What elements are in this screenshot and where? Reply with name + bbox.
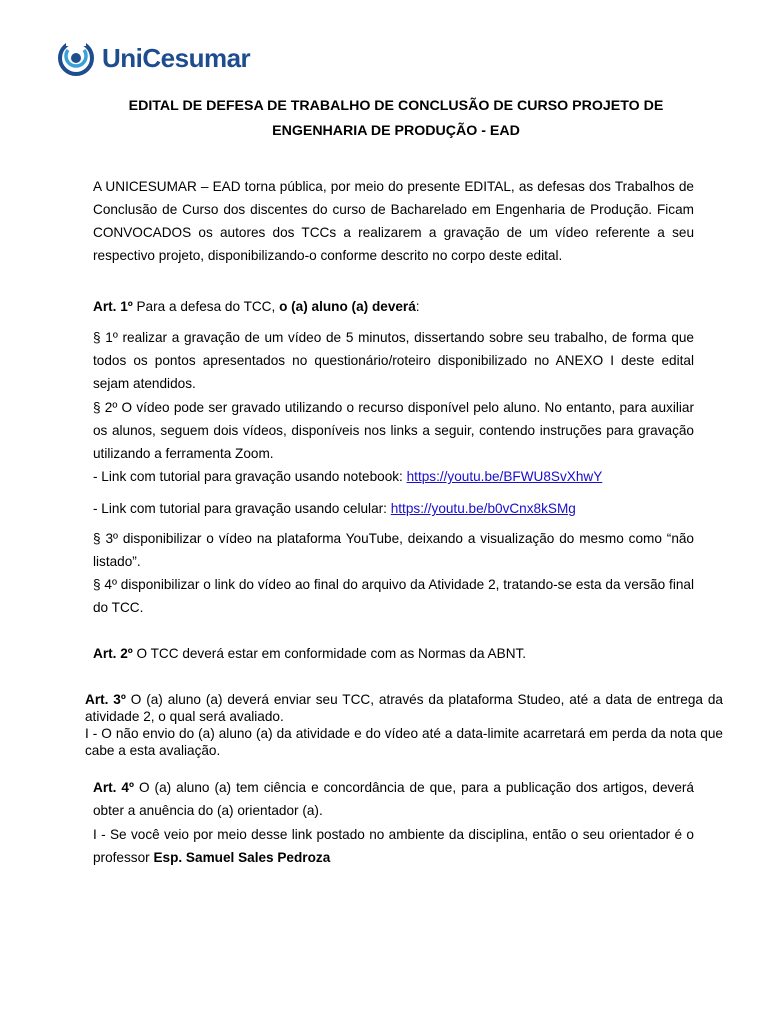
art4-paragraph [93, 776, 694, 822]
link-celular-label: - Link com tutorial para gravação usando celular: [93, 501, 391, 516]
art3-paragraph [85, 691, 723, 759]
art4-text: O (a) aluno (a) tem ciência e concordância de que, para a publicação dos artigos, deverá obter a anuência do (a) orientador (a). [93, 780, 694, 818]
unicesumar-logo-icon [58, 40, 98, 76]
art4-label: Art. 4º [93, 780, 134, 795]
art1-end: : [415, 299, 420, 314]
art1-link-celular-line [93, 497, 694, 520]
art1-paragraph-3: § 3º disponibilizar o vídeo na plataforma YouTube, deixando a visualização do mesmo como “não listado”. [93, 531, 694, 569]
art1-paragraph-1: § 1º realizar a gravação de um vídeo de 5 minutos, dissertando sobre seu trabalho, de forma que todos os pontos apresentados no questionário/roteiro disponibilizado no ANEXO I deste edital sejam atendidos. [93, 330, 694, 391]
art2-paragraph [93, 642, 694, 665]
professor-name: Esp. Samuel Sales Pedroza [153, 850, 331, 865]
intro-paragraph: A UNICESUMAR – EAD torna pública, por meio do presente EDITAL, as defesas dos Trabalhos de Conclusão de Curso dos discentes do curso de Bacharelado em Engenharia de Produção. Ficam CONVOCADOS os autores dos TCCs a realizarem a gravação de um vídeo referente a seu respectivo projeto, disponibilizando-o conforme descrito no corpo deste edital. [93, 179, 694, 263]
art1-heading [93, 295, 694, 318]
unicesumar-logo [58, 38, 250, 78]
art2-label: Art. 2º [93, 646, 133, 661]
art1-paragraph-2: § 2º O vídeo pode ser gravado utilizando o recurso disponível pelo aluno. No entanto, para auxiliar os alunos, seguem dois vídeos, disponíveis nos links a seguir, contendo instruções para gravação utilizando a ferramenta Zoom. [93, 400, 694, 461]
title-line-2: ENGENHARIA DE PRODUÇÃO - EAD [272, 123, 520, 139]
art2-text: O TCC deverá estar em conformidade com as Normas da ABNT. [132, 646, 527, 661]
art1-link-notebook-line [93, 465, 694, 488]
art3-text: O (a) aluno (a) deverá enviar seu TCC, através da plataforma Studeo, até a data de entrega da atividade 2, o qual será avaliado. [85, 692, 723, 724]
document-title [96, 94, 696, 144]
art1-bold-text: o (a) aluno (a) deverá [279, 299, 416, 314]
link-notebook-label: - Link com tutorial para gravação usando notebook: [93, 469, 407, 484]
art3-label: Art. 3º [85, 692, 126, 707]
art1-label: Art. 1º [93, 299, 133, 314]
title-line-1: EDITAL DE DEFESA DE TRABALHO DE CONCLUSÃO DE CURSO PROJETO DE [128, 98, 664, 114]
art4-item-text: I - Se você veio por meio desse link postado no ambiente da disciplina, então o seu orientador é o professor [93, 827, 694, 865]
logo-wordmark: UniCesumar [102, 43, 251, 73]
link-notebook[interactable]: https://youtu.be/BFWU8SvXhwY [406, 469, 603, 484]
link-celular[interactable]: https://youtu.be/b0vCnx8kSMg [390, 501, 576, 516]
art4-item [93, 823, 694, 869]
art1-text: Para a defesa do TCC, [132, 299, 280, 314]
art1-paragraph-4: § 4º disponibilizar o link do vídeo ao final do arquivo da Atividade 2, tratando-se esta da versão final do TCC. [93, 577, 694, 615]
art3-item: I - O não envio do (a) aluno (a) da atividade e do vídeo até a data-limite acarretará em perda da nota que cabe a esta avaliação. [85, 726, 723, 758]
